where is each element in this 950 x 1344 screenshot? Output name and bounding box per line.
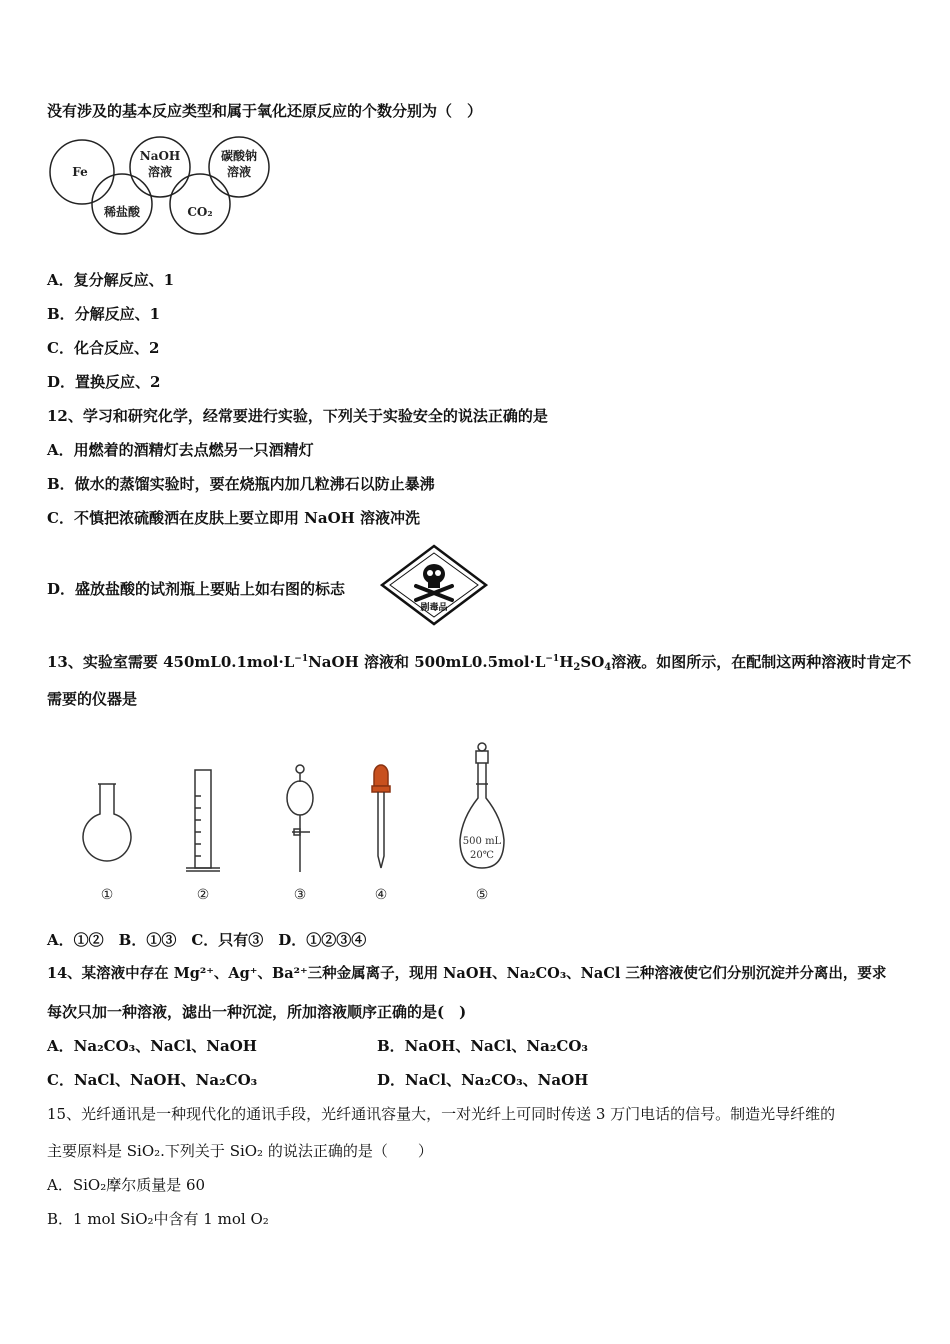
instrument-label-2: ② [196, 887, 210, 903]
q12-option-a[interactable]: A．用燃着的酒精灯去点燃另一只酒精灯 [47, 441, 314, 459]
instrument-label-4: ④ [374, 887, 388, 903]
q12-option-d[interactable]: D．盛放盐酸的试剂瓶上要贴上如右图的标志 [47, 580, 346, 598]
fe-label: Fe [72, 165, 88, 179]
question-15-stem: 15、光纤通讯是一种现代化的通讯手段，光纤通讯容量大，一对光纤上可同时传送 3 万门电话的信号。制造光导纤维的 [47, 1105, 836, 1123]
separatory-funnel-icon [287, 765, 313, 872]
q11-option-d[interactable]: D．置换反应、2 [47, 373, 161, 391]
toxic-label: 剧毒品 [420, 603, 448, 613]
instrument-label-5: ⑤ [475, 887, 489, 903]
instrument-label-3: ③ [293, 887, 307, 903]
q15-option-b[interactable]: B．1 mol SiO₂中含有 1 mol O₂ [47, 1210, 269, 1228]
q11-option-a[interactable]: A．复分解反应、1 [47, 271, 175, 289]
question-11-stem: 没有涉及的基本反应类型和属于氧化还原反应的个数分别为（ ） [47, 102, 483, 120]
question-14-stem-line2: 每次只加一种溶液，滤出一种沉淀，所加溶液顺序正确的是( ) [47, 1003, 467, 1021]
q14-option-a[interactable]: A．Na₂CO₃、NaCl、NaOH [47, 1037, 257, 1055]
naoh-solution-label: 溶液 [147, 165, 173, 179]
q14-option-d[interactable]: D．NaCl、Na₂CO₃、NaOH [377, 1071, 589, 1089]
graduated-cylinder-icon [186, 770, 220, 871]
q12-option-c[interactable]: C．不慎把浓硫酸洒在皮肤上要立即用 NaOH 溶液冲洗 [47, 509, 421, 527]
co2-circle [170, 174, 230, 234]
na2co3-solution-label: 溶液 [226, 165, 252, 179]
q11-option-b[interactable]: B．分解反应、1 [47, 305, 161, 323]
toxic-hazard-sign [380, 544, 488, 626]
question-14-stem: 14、某溶液中存在 Mg²⁺、Ag⁺、Ba²⁺三种金属离子，现用 NaOH、Na₂CO₃、NaCl 三种溶液使它们分别沉淀并分离出，要求 [47, 965, 887, 982]
naoh-label: NaOH [139, 149, 181, 163]
substance-circles-diagram [46, 136, 276, 240]
q11-option-c[interactable]: C．化合反应、2 [47, 339, 160, 357]
flask-volume-label: 500 mL [462, 836, 502, 847]
q12-option-b[interactable]: B．做水的蒸馏实验时，要在烧瓶内加几粒沸石以防止暴沸 [47, 475, 435, 493]
instrument-label-1: ① [100, 887, 114, 903]
hcl-label: 稀盐酸 [103, 205, 141, 219]
co2-label: CO₂ [187, 205, 213, 219]
question-15-stem-line2: 主要原料是 SiO₂.下列关于 SiO₂ 的说法正确的是（ ） [47, 1142, 433, 1160]
q13-options[interactable]: A．①② B．①③ C．只有③ D．①②③④ [47, 931, 367, 949]
q14-option-c[interactable]: C．NaCl、NaOH、Na₂CO₃ [47, 1071, 258, 1089]
lab-instruments-figure [70, 736, 530, 908]
question-13-stem-line2: 需要的仪器是 [47, 690, 138, 708]
na2co3-label: 碳酸钠 [220, 149, 258, 163]
q15-option-a[interactable]: A．SiO₂摩尔质量是 60 [47, 1176, 206, 1194]
flask-temp-label: 20℃ [470, 850, 494, 861]
dropper-icon [372, 765, 390, 868]
round-bottom-flask-icon [83, 784, 131, 861]
hcl-circle [92, 174, 152, 234]
q14-option-b[interactable]: B．NaOH、NaCl、Na₂CO₃ [377, 1037, 588, 1055]
question-13-stem: 13、实验室需要 $450mL0.1mol\cdot L^{-1}NaOH$ 溶液和 $500mL0.5mol\cdot L^{-1}H_2SO_4$溶液。如图所示，在配制这两种溶液时肯定不 [47, 653, 912, 673]
question-12-stem: 12、学习和研究化学，经常要进行实验，下列关于实验安全的说法正确的是 [47, 407, 548, 425]
